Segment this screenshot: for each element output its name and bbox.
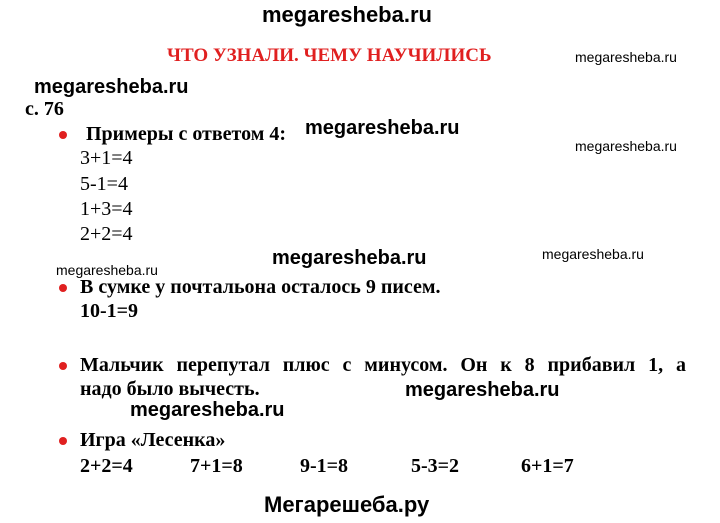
watermark: megaresheba.ru bbox=[305, 117, 460, 139]
watermark: megaresheba.ru bbox=[575, 49, 677, 65]
watermark: megaresheba.ru bbox=[34, 76, 189, 98]
watermark: megaresheba.ru bbox=[56, 262, 158, 278]
section1-heading: Примеры с ответом 4: bbox=[86, 123, 287, 145]
watermark: megaresheba.ru bbox=[542, 246, 644, 262]
watermark: megaresheba.ru bbox=[272, 247, 427, 269]
page-title: ЧТО УЗНАЛИ. ЧЕМУ НАУЧИЛИСЬ bbox=[167, 45, 492, 66]
section2-answer: 10-1=9 bbox=[80, 300, 139, 322]
example-line: 1+3=4 bbox=[80, 198, 133, 220]
example-line: 3+1=4 bbox=[80, 147, 133, 169]
watermark: megaresheba.ru bbox=[130, 399, 285, 421]
page-reference: с. 76 bbox=[25, 98, 64, 120]
ladder-item: 5-3=2 bbox=[411, 455, 460, 477]
example-line: 2+2=4 bbox=[80, 223, 133, 245]
site-header: megaresheba.ru bbox=[262, 2, 432, 27]
bullet-icon bbox=[59, 362, 67, 370]
bullet-icon bbox=[59, 437, 67, 445]
ladder-item: 9-1=8 bbox=[300, 455, 349, 477]
section3-line2: надо было вычесть. bbox=[80, 378, 260, 400]
bullet-icon bbox=[59, 131, 67, 139]
site-footer: Мегарешеба.ру bbox=[264, 492, 430, 517]
bullet-icon bbox=[59, 284, 67, 292]
section2-text: В сумке у почтальона осталось 9 писем. bbox=[80, 276, 441, 298]
example-line: 5-1=4 bbox=[80, 173, 128, 195]
watermark: megaresheba.ru bbox=[405, 379, 560, 401]
ladder-item: 6+1=7 bbox=[521, 455, 574, 477]
section4-heading: Игра «Лесенка» bbox=[80, 429, 226, 451]
watermark: megaresheba.ru bbox=[575, 138, 677, 154]
ladder-item: 2+2=4 bbox=[80, 455, 133, 477]
ladder-item: 7+1=8 bbox=[190, 455, 243, 477]
section3-line1: Мальчик перепутал плюс с минусом. Он к 8 прибавил 1, а bbox=[80, 354, 686, 376]
